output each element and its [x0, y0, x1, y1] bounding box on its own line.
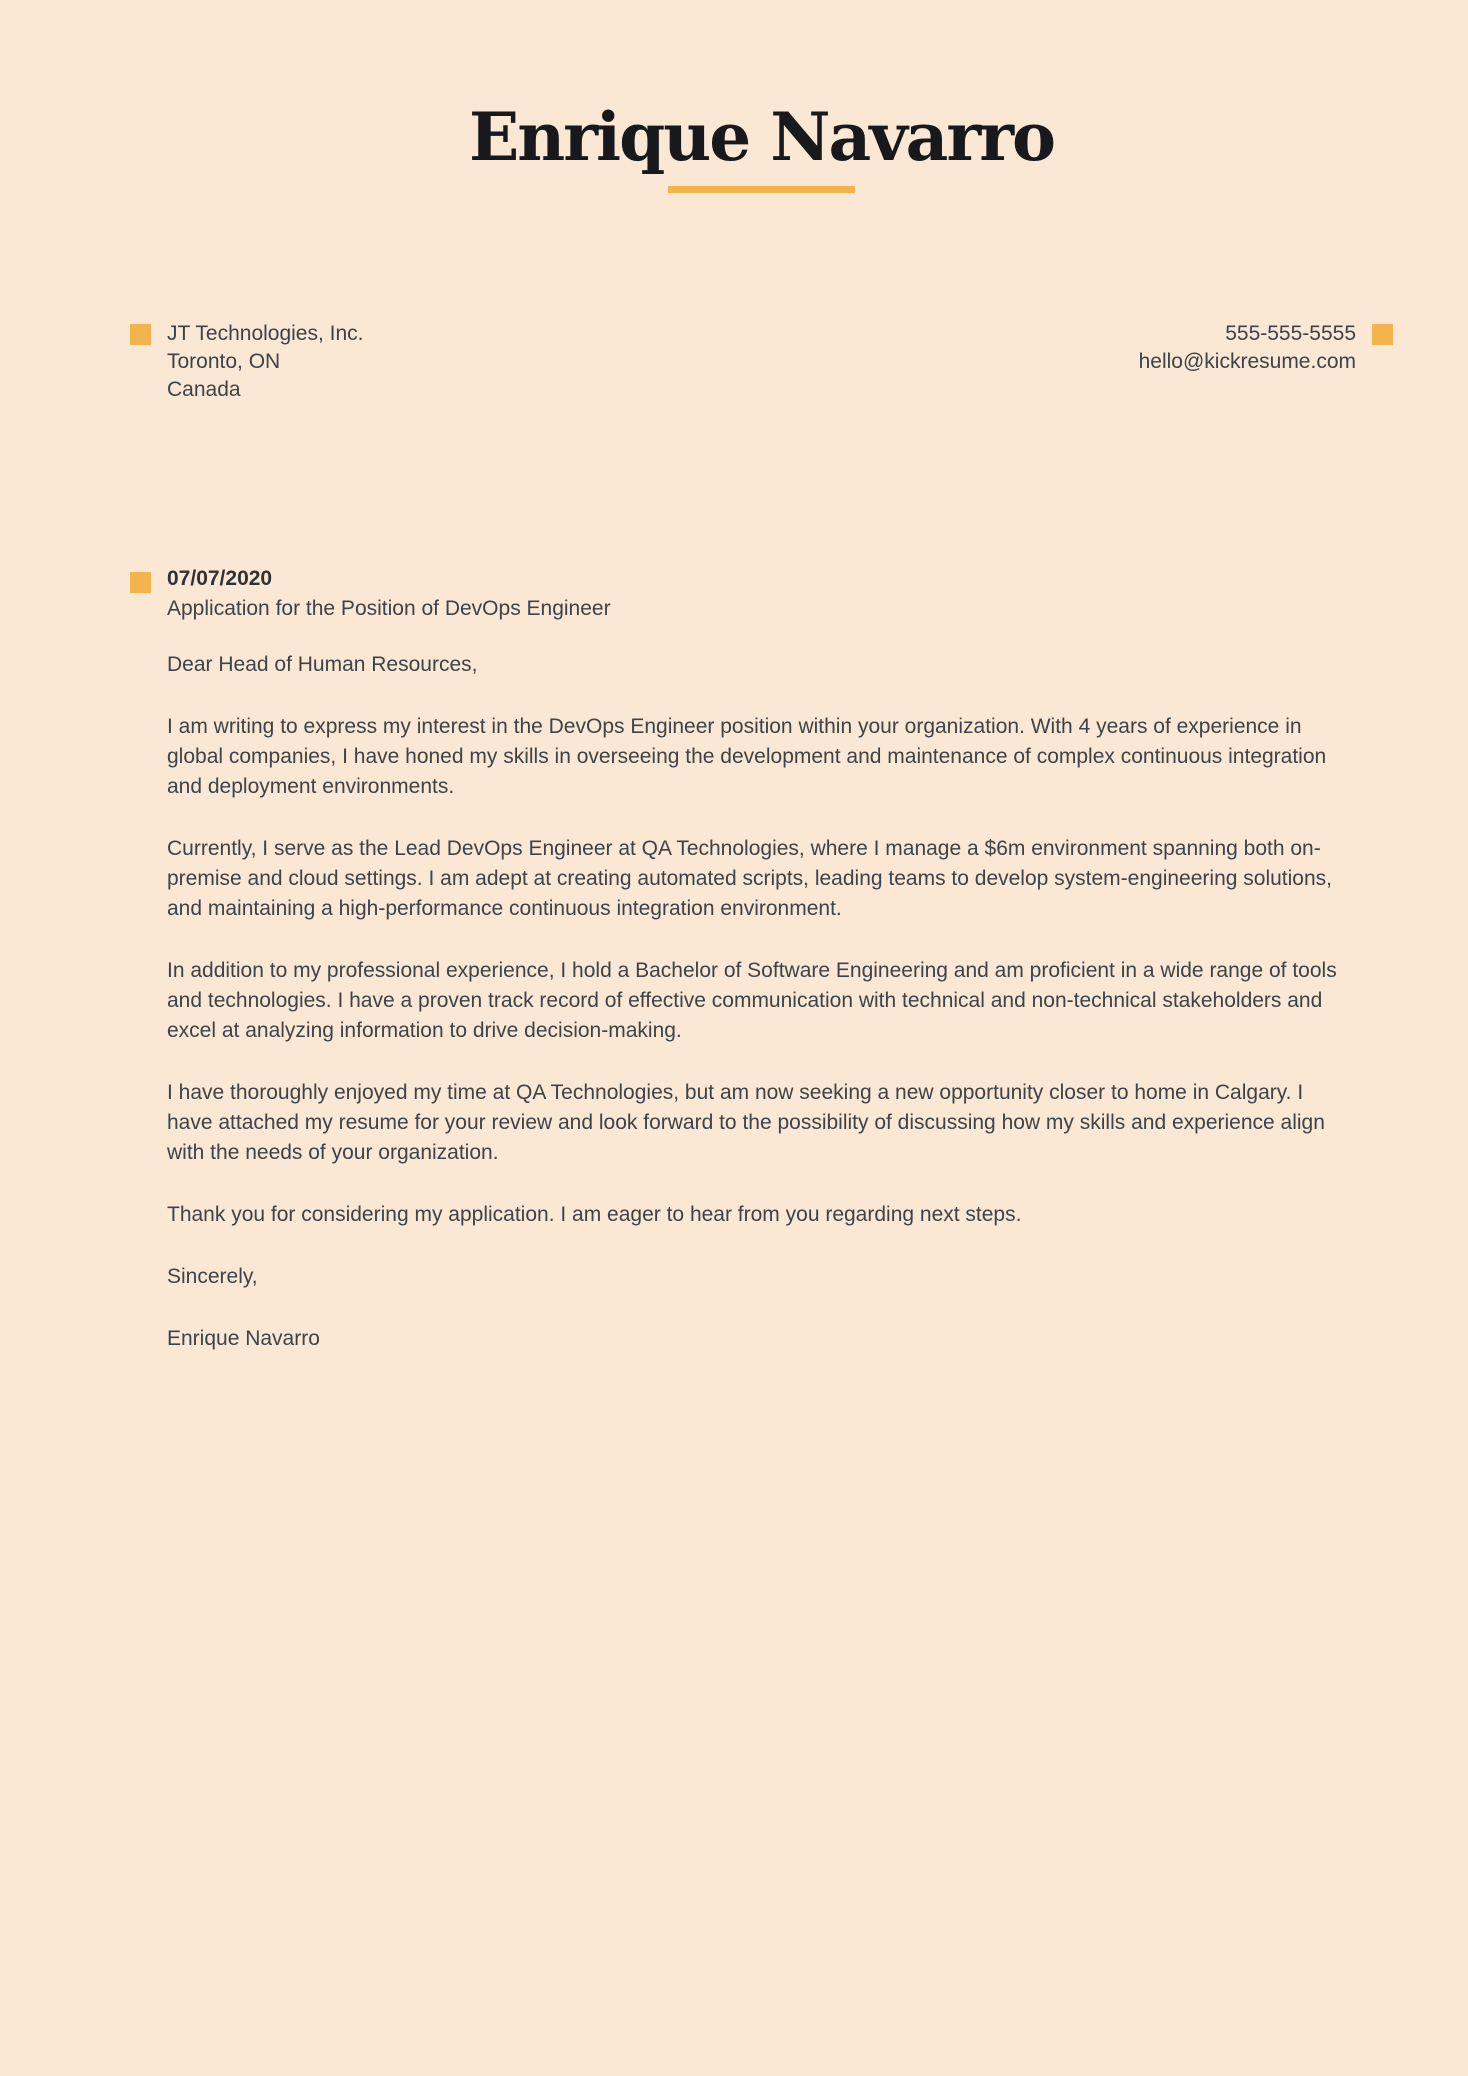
accent-square-bullet-icon: [130, 572, 151, 593]
recipient-address: [167, 320, 364, 404]
letter-body: [167, 564, 1350, 1354]
recipient-company: JT Technologies, Inc.: [167, 322, 364, 345]
sender-contact: [1139, 320, 1356, 404]
letter-subject: Application for the Position of DevOps Engineer: [167, 597, 611, 620]
date-subject-block: [167, 564, 1350, 624]
accent-square-bullet-icon: [130, 324, 151, 345]
recipient-address-block: [130, 320, 364, 404]
salutation: Dear Head of Human Resources,: [167, 653, 478, 676]
paragraph-4: I have thoroughly enjoyed my time at QA Technologies, but am now seeking a new opportunity closer to home in Calgary. I have attached my resume for your review and look forward to the possibility of discussing how my skills and experience align with the needs of your organization.: [167, 1081, 1325, 1164]
sender-phone: 555-555-5555: [1225, 322, 1356, 345]
title-underline-accent: [668, 186, 855, 193]
letter-date: 07/07/2020: [167, 567, 273, 590]
signature-name: Enrique Navarro: [167, 1327, 320, 1350]
paragraph-2: Currently, I serve as the Lead DevOps Engineer at QA Technologies, where I manage a $6m environment spanning both on-premise and cloud settings. I am adept at creating automated scripts, leading teams to develop system-engineering solutions, and maintaining a high-performance continuous integration environment.: [167, 837, 1332, 920]
paragraph-1: I am writing to express my interest in the DevOps Engineer position within your organization. With 4 years of experience in global companies, I have honed my skills in overseeing the development and maintenance of complex continuous integration and deployment environments.: [167, 715, 1327, 798]
sender-email: hello@kickresume.com: [1138, 350, 1356, 373]
page-title: Enrique Navarro: [468, 98, 1054, 176]
accent-square-bullet-icon: [1372, 324, 1393, 345]
paragraph-5: Thank you for considering my application. I am eager to hear from you regarding next steps.: [167, 1203, 1022, 1226]
sender-contact-block: [1139, 320, 1393, 404]
contact-section: [130, 320, 1393, 404]
recipient-city: Toronto, ON: [167, 350, 281, 373]
paragraph-3: In addition to my professional experience, I hold a Bachelor of Software Engineering and am proficient in a wide range of tools and technologies. I have a proven track record of effective communication with technical and non-technical stakeholders and excel at analyzing information to drive decision-making.: [167, 959, 1337, 1042]
closing: Sincerely,: [167, 1265, 258, 1288]
recipient-country: Canada: [167, 378, 241, 401]
